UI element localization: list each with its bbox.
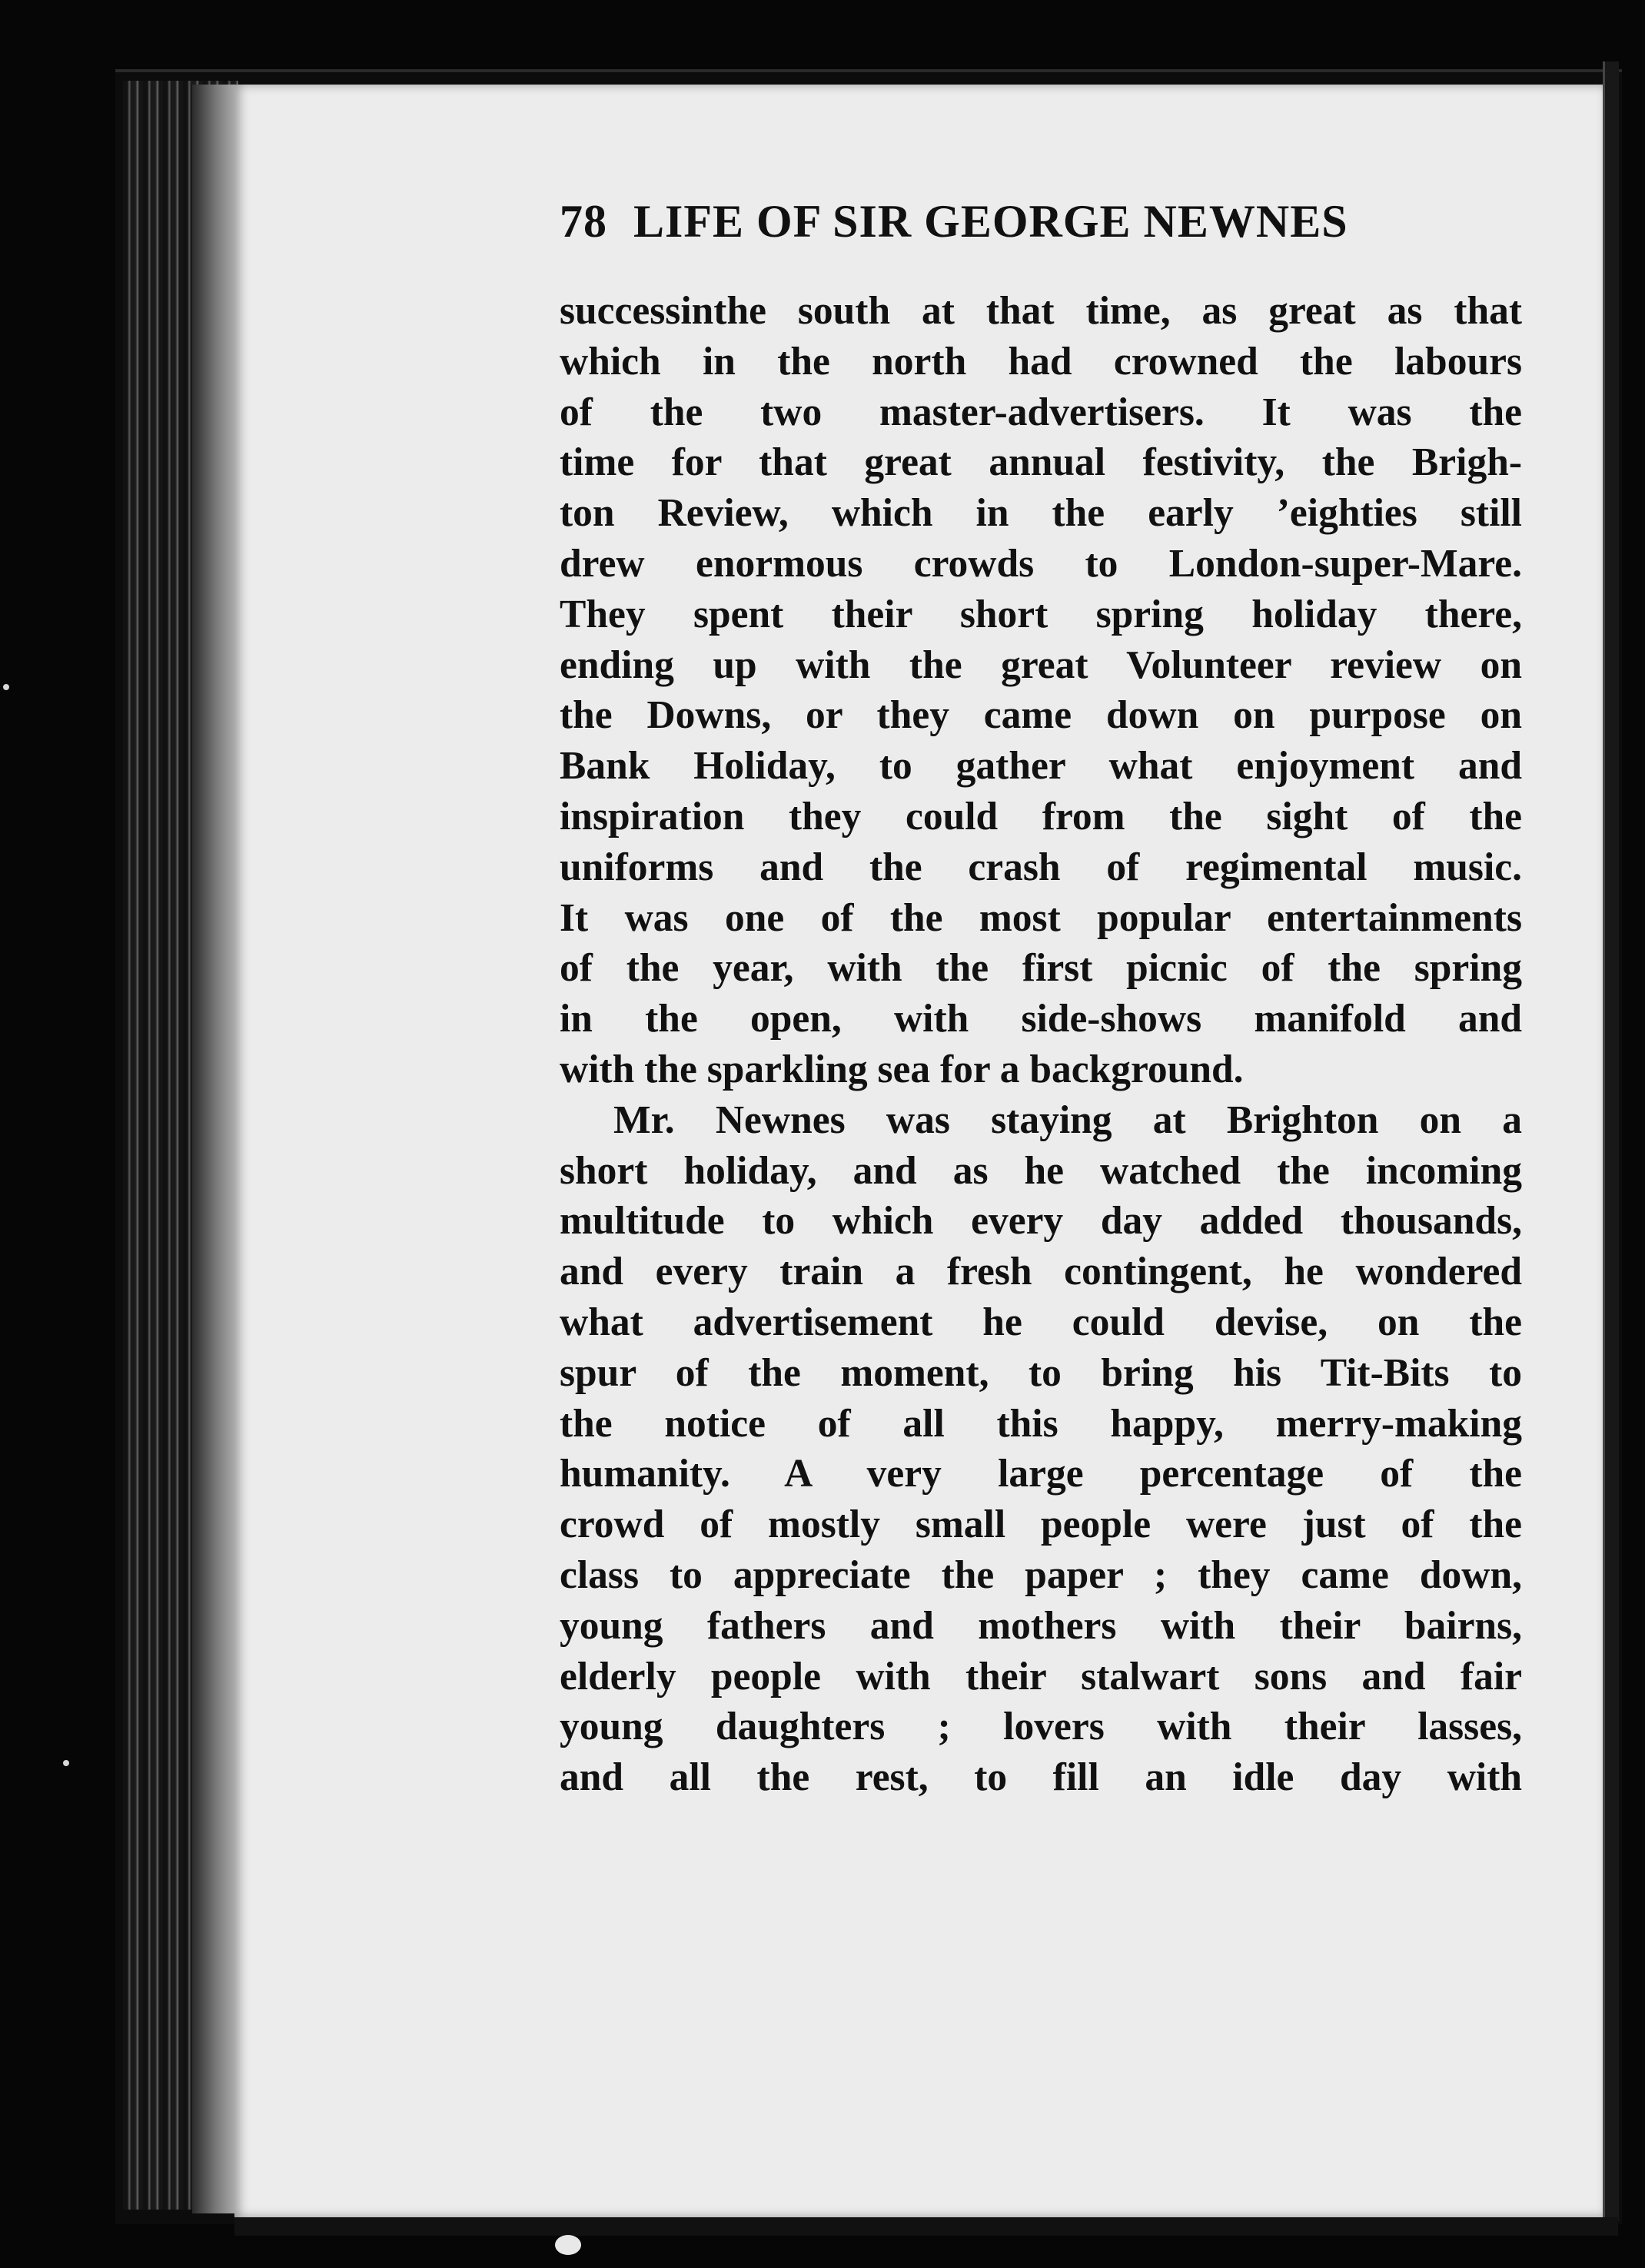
text-line: of the two master-advertisers. It was the bbox=[560, 390, 1522, 434]
text-line: ton Review, which in the early ’eighties still bbox=[560, 491, 1522, 536]
text-line: short holiday, and as he watched the incoming bbox=[560, 1148, 1522, 1193]
text-line: uniforms and the crash of regimental music. bbox=[560, 845, 1522, 889]
text-line: drew enormous crowds to London-super-Mare. bbox=[560, 541, 1522, 586]
text-line: young fathers and mothers with their bairns, bbox=[560, 1603, 1522, 1648]
text-line: class to appreciate the paper ; they came down, bbox=[560, 1552, 1522, 1597]
text-line: humanity. A very large percentage of the bbox=[560, 1452, 1522, 1496]
page-bottom-edge bbox=[234, 2217, 1618, 2236]
page-right-edge bbox=[1603, 61, 1619, 2221]
text-line: and all the rest, to fill an idle day with bbox=[560, 1755, 1522, 1800]
body-text bbox=[560, 286, 1522, 1803]
text-line: time for that great annual festivity, the Brigh- bbox=[560, 440, 1522, 485]
running-title: LIFE OF SIR GEORGE NEWNES bbox=[633, 196, 1348, 247]
text-line: with the sparkling sea for a background. bbox=[560, 1047, 1244, 1091]
running-head bbox=[560, 191, 1451, 252]
page-number: 78 bbox=[560, 196, 607, 247]
text-line: Mr. Newnes was staying at Brighton on a bbox=[613, 1097, 1522, 1142]
text-line: in the open, with side-shows manifold and bbox=[560, 997, 1522, 1041]
text-line: successinthe south at that time, as great as that bbox=[560, 289, 1522, 333]
text-line: elderly people with their stalwart sons and fair bbox=[560, 1654, 1522, 1699]
text-line: It was one of the most popular entertainments bbox=[560, 895, 1522, 940]
scan-artifact-dot bbox=[63, 1760, 69, 1766]
text-line: which in the north had crowned the labours bbox=[560, 339, 1522, 384]
text-line: multitude to which every day added thousands, bbox=[560, 1199, 1522, 1244]
text-line: the notice of all this happy, merry-making bbox=[560, 1401, 1522, 1446]
text-line: and every train a fresh contingent, he wondered bbox=[560, 1250, 1522, 1294]
text-line: young daughters ; lovers with their lasses, bbox=[560, 1705, 1522, 1749]
text-line: crowd of mostly small people were just of the bbox=[560, 1503, 1522, 1547]
scan-artifact-spot bbox=[555, 2235, 581, 2255]
text-line: ending up with the great Volunteer review on bbox=[560, 643, 1522, 687]
text-line: Bank Holiday, to gather what enjoyment and bbox=[560, 744, 1522, 789]
text-line: the Downs, or they came down on purpose on bbox=[560, 693, 1522, 738]
scan-artifact-dot bbox=[3, 684, 9, 690]
text-line: spur of the moment, to bring his Tit-Bits to bbox=[560, 1350, 1522, 1395]
text-line: what advertisement he could devise, on the bbox=[560, 1300, 1522, 1344]
text-line: inspiration they could from the sight of the bbox=[560, 794, 1522, 838]
text-line: of the year, with the first picnic of the spring bbox=[560, 946, 1522, 991]
text-line: They spent their short spring holiday there, bbox=[560, 592, 1522, 636]
